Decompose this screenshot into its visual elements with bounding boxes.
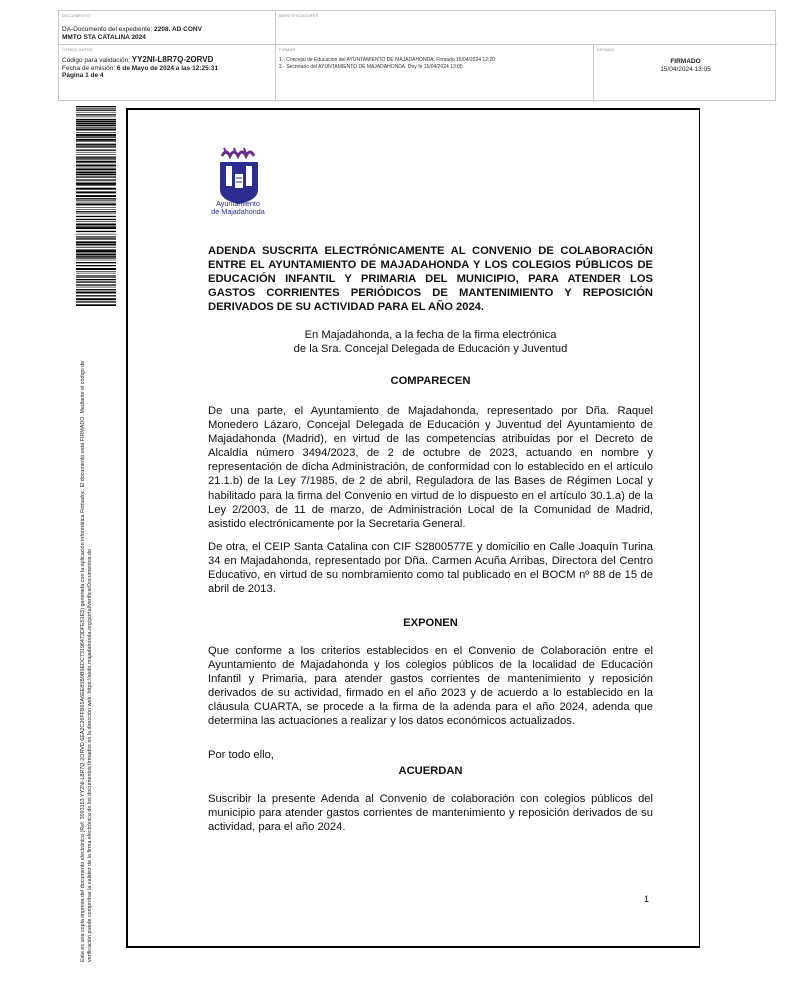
estado-cell [594,45,777,102]
firmas-list [279,57,495,70]
identificadores-label: IDENTIFICADORES [279,13,319,18]
otros-datos-label: OTROS DATOS [62,47,93,52]
firma-1: 1.- Concejal de Educacion del AYUNTAMIENTO DE MAJADAHONDA. Firmado 15/04/2024 12:20 [279,57,495,63]
firmas-label: FIRMAS [279,47,296,52]
documento-expediente: 2208. AD CONV [154,26,202,33]
paragraph-parte-ceip: De otra, el CEIP Santa Catalina con CIF S2800577E y domicilio en Calle Joaquín Turina 34 en Majadahonda, representado por Dña. Carmen Acuña Arribas, Directora del Centro Educativo, en virtud de su nombramiento como tal publicado en el BOCM nº 88 de 15 de abril de 2013. [208,541,653,596]
validation-code[interactable]: YY2NI-L8R7Q-2ORVD [131,55,214,64]
paragraph-exponen: Que conforme a los criterios establecidos en el Convenio de Colaboración entre el Ayuntamiento de Majadahonda y los colegios públicos de la localidad de Educación Infantil y Primaria, para atender gastos corrientes de mantenimiento y reposición derivados de su actividad, firmado en el año 2023 y de acuerdo a lo establecido en la cláusula CUARTA, se procede a la firma de la adenda para el año 2024, adenda que determina las actuaciones a realizar y los datos económicos actualizados. [208,645,653,728]
barcode-icon [76,106,116,306]
documento-line2: MMTO STA CATALINA 2024 [62,34,146,42]
documento-prefix: DA-Documento del expediente: [62,26,155,33]
document-title: ADENDA SUSCRITA ELECTRÓNICAMENTE AL CONVENIO DE COLABORACIÓN ENTRE EL AYUNTAMIENTO DE MAJADAHONDA Y LOS COLEGIOS PÚBLICOS DE EDUCACIÓN INFANTIL Y PRIMARIA DEL MUNICIPIO, PARA ATENDER LOS GASTOS CORRIENTES PERIÓDICOS DE MANTENIMIENTO Y REPOSICIÓN DERIVADOS DE SU ACTIVIDAD PARA EL AÑO 2024. [208,245,653,314]
paragraph-por-todo-ello: Por todo ello, [208,749,274,761]
intro-line2: de la Sra. Concejal Delegada de Educación y Juventud [293,343,568,356]
emision-date: 6 de Mayo de 2024 a las 12:25:31 [116,64,219,72]
heading-comparecen: COMPARECEN [390,375,471,387]
codigo-prefix: Código para validación: [62,57,132,64]
logo-caption [203,200,273,217]
documento-label: DOCUMENTO [62,13,90,18]
firma-2: 2.- Secretario del AYUNTAMIENTO DE MAJADAHONDA. Doy fe 15/04/2024 13:05 [279,63,463,70]
paragraph-parte-ayuntamiento: De una parte, el Ayuntamiento de Majadahonda, representado por Dña. Raquel Monedero Lázaro, Concejal Delegada de Educación y Juventud del Ayuntamiento de Majadahonda (Madrid), en virtud de las competencias atribuidas por el Decreto de Alcaldía número 3494/2023, de 2 de octubre de 2023, actuando en nombre y representación de dicha Administración, de conformidad con lo establecido en el artículo 21.1.b) de la Ley 7/1985, de 2 de abril, Reguladora de las Bases de Régimen Local y habilitado para la firma del Convenio en virtud de lo dispuesto en el artículo 30.1.a) de la Ley 2/2003, de 11 de marzo, de Administración Local de la Comunidad de Madrid, asistido electrónicamente por la Secretaria General. [208,405,653,530]
heading-exponen: EXPONEN [403,617,458,629]
estado-value: FIRMADO [670,58,701,65]
otros-datos-text [62,56,218,80]
estado-text [594,58,777,74]
intro-text [208,328,653,356]
estado-date: 15/04/2024 13:05 [660,66,711,73]
side-text-line1: Esta es una copia impresa del documento electrónico (Ref: 3093153 YY2NI-L8R7Q-2ORVD 6EA2C26FFB65A6EE85B9B9EDC73196473DFE51E5) generada con la aplicación informática Firmadoc. El documento está FIRMADO. Mediante el código de [80,360,86,962]
identificadores-cell [276,11,777,45]
logo-line1: Ayuntamiento [216,199,260,208]
estado-label: ESTADO [597,47,615,52]
side-text-line2: verificación puede comprobar la validez de la firma electrónica de los documentos firmados en la dirección web: https://sede.majadahonda.org/portal/verificarDocumentos.do [86,549,93,962]
firmas-cell [276,45,594,102]
heading-acuerdan: ACUERDAN [398,765,463,777]
emision-prefix: Fecha de emisión: [62,64,117,72]
otros-datos-cell [59,45,276,102]
paragraph-acuerdan: Suscribir la presente Adenda al Convenio de colaboración con colegios públicos del municipio para atender gastos corrientes de mantenimiento y reposición derivados de su actividad, para el año 2024. [208,793,653,834]
page-number: 1 [643,894,649,904]
verification-side-text [80,302,94,962]
documento-text [62,26,202,43]
page-count: Página 1 de 4 [62,72,104,80]
intro-line1: En Majadahonda, a la fecha de la firma electrónica [304,329,557,341]
document-header-table [58,10,776,101]
logo-line2: de Majadahonda [211,207,265,217]
document-page [126,108,700,948]
documento-cell [59,11,276,45]
